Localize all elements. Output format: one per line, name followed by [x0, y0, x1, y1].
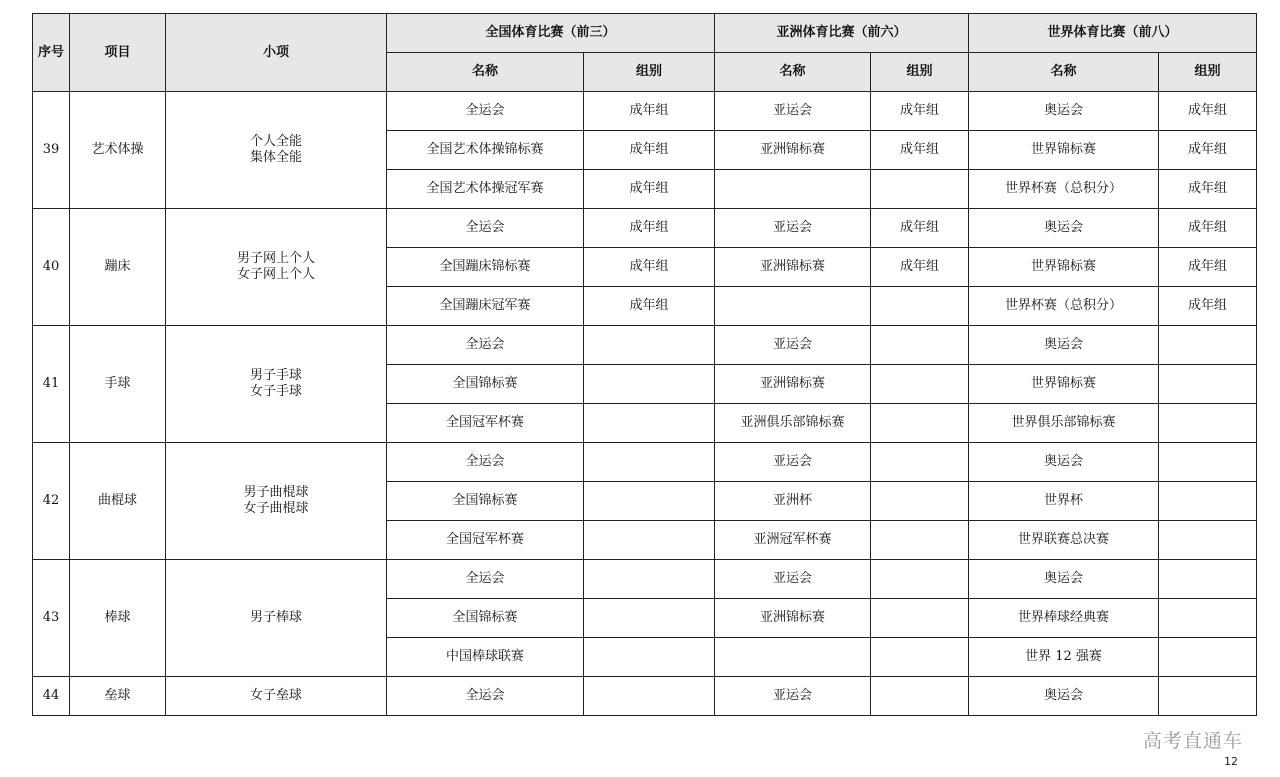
- seq-cell: 41: [33, 326, 70, 443]
- event-line: 女子手球: [249, 384, 302, 399]
- world-name-cell: 世界锦标赛: [969, 131, 1159, 170]
- item-cell: 蹦床: [70, 209, 166, 326]
- world-group-cell: [1159, 638, 1257, 677]
- world-group-cell: [1159, 560, 1257, 599]
- world-name-cell: 世界杯赛（总积分）: [969, 170, 1159, 209]
- seq-cell: 40: [33, 209, 70, 326]
- asian-group-cell: [871, 443, 969, 482]
- world-name-cell: 世界杯: [969, 482, 1159, 521]
- header-asian-group: 组别: [871, 53, 969, 92]
- national-group-cell: [584, 560, 715, 599]
- world-group-cell: [1159, 599, 1257, 638]
- world-group-cell: 成年组: [1159, 92, 1257, 131]
- national-group-cell: 成年组: [584, 92, 715, 131]
- header-asian-competition: 亚洲体育比赛（前六）: [715, 14, 969, 53]
- table-row: [33, 677, 1257, 716]
- event-cell: [166, 92, 387, 209]
- national-group-cell: 成年组: [584, 170, 715, 209]
- national-name-cell: 全国艺术体操锦标赛: [387, 131, 584, 170]
- table-row: [33, 443, 1257, 482]
- world-group-cell: [1159, 482, 1257, 521]
- asian-group-cell: [871, 677, 969, 716]
- event-cell: [166, 560, 387, 677]
- asian-name-cell: 亚洲锦标赛: [715, 131, 871, 170]
- sports-ranking-table: [32, 13, 1257, 716]
- event-line: 女子垒球: [249, 688, 302, 703]
- event-cell: [166, 326, 387, 443]
- event-line: 男子手球: [249, 368, 302, 383]
- header-national-name: 名称: [387, 53, 584, 92]
- event-line: 男子网上个人: [236, 251, 315, 266]
- item-cell: 艺术体操: [70, 92, 166, 209]
- national-name-cell: 全国锦标赛: [387, 365, 584, 404]
- header-event: 小项: [166, 14, 387, 92]
- world-name-cell: 世界俱乐部锦标赛: [969, 404, 1159, 443]
- national-group-cell: [584, 677, 715, 716]
- world-group-cell: 成年组: [1159, 131, 1257, 170]
- asian-group-cell: [871, 521, 969, 560]
- item-cell: 曲棍球: [70, 443, 166, 560]
- asian-name-cell: 亚洲冠军杯赛: [715, 521, 871, 560]
- asian-name-cell: 亚洲杯: [715, 482, 871, 521]
- event-cell: [166, 677, 387, 716]
- world-group-cell: 成年组: [1159, 170, 1257, 209]
- world-name-cell: 奥运会: [969, 560, 1159, 599]
- seq-cell: 39: [33, 92, 70, 209]
- asian-group-cell: [871, 482, 969, 521]
- event-line: 个人全能: [249, 134, 302, 149]
- event-line: 男子棒球: [249, 610, 302, 625]
- world-name-cell: 奥运会: [969, 209, 1159, 248]
- world-group-cell: [1159, 521, 1257, 560]
- header-world-name: 名称: [969, 53, 1159, 92]
- event-line: 男子曲棍球: [243, 485, 309, 500]
- asian-group-cell: [871, 560, 969, 599]
- world-name-cell: 奥运会: [969, 326, 1159, 365]
- item-cell: 垒球: [70, 677, 166, 716]
- world-group-cell: 成年组: [1159, 209, 1257, 248]
- national-group-cell: 成年组: [584, 248, 715, 287]
- world-group-cell: [1159, 677, 1257, 716]
- world-name-cell: 奥运会: [969, 92, 1159, 131]
- national-group-cell: [584, 521, 715, 560]
- asian-group-cell: [871, 287, 969, 326]
- world-name-cell: 奥运会: [969, 677, 1159, 716]
- asian-group-cell: [871, 404, 969, 443]
- national-group-cell: [584, 638, 715, 677]
- national-name-cell: 全运会: [387, 209, 584, 248]
- event-cell: [166, 443, 387, 560]
- header-world-competition: 世界体育比赛（前八）: [969, 14, 1257, 53]
- table-body: [33, 92, 1257, 716]
- asian-group-cell: [871, 599, 969, 638]
- national-group-cell: [584, 599, 715, 638]
- asian-group-cell: [871, 326, 969, 365]
- asian-name-cell: 亚洲俱乐部锦标赛: [715, 404, 871, 443]
- asian-name-cell: 亚运会: [715, 677, 871, 716]
- asian-name-cell: 亚运会: [715, 560, 871, 599]
- national-name-cell: 全国冠军杯赛: [387, 521, 584, 560]
- asian-group-cell: 成年组: [871, 209, 969, 248]
- asian-group-cell: [871, 170, 969, 209]
- watermark: 高考直通车: [1143, 730, 1244, 752]
- national-group-cell: [584, 482, 715, 521]
- asian-name-cell: [715, 638, 871, 677]
- asian-name-cell: [715, 287, 871, 326]
- national-group-cell: [584, 404, 715, 443]
- event-line: 女子曲棍球: [243, 501, 309, 516]
- seq-cell: 43: [33, 560, 70, 677]
- national-name-cell: 全国锦标赛: [387, 482, 584, 521]
- world-group-cell: 成年组: [1159, 287, 1257, 326]
- national-name-cell: 全运会: [387, 560, 584, 599]
- header-asian-name: 名称: [715, 53, 871, 92]
- seq-cell: 42: [33, 443, 70, 560]
- national-name-cell: 全国蹦床冠军赛: [387, 287, 584, 326]
- header-world-group: 组别: [1159, 53, 1257, 92]
- world-group-cell: [1159, 443, 1257, 482]
- asian-name-cell: 亚洲锦标赛: [715, 248, 871, 287]
- asian-name-cell: 亚运会: [715, 92, 871, 131]
- header-national-competition: 全国体育比赛（前三）: [387, 14, 715, 53]
- table-row: [33, 560, 1257, 599]
- event-line: 女子网上个人: [236, 267, 315, 282]
- national-name-cell: 全运会: [387, 443, 584, 482]
- asian-group-cell: 成年组: [871, 92, 969, 131]
- asian-name-cell: 亚洲锦标赛: [715, 599, 871, 638]
- world-name-cell: 世界杯赛（总积分）: [969, 287, 1159, 326]
- national-group-cell: 成年组: [584, 287, 715, 326]
- national-group-cell: [584, 365, 715, 404]
- world-group-cell: [1159, 404, 1257, 443]
- asian-name-cell: 亚运会: [715, 209, 871, 248]
- world-name-cell: 世界 12 强赛: [969, 638, 1159, 677]
- national-group-cell: 成年组: [584, 209, 715, 248]
- world-group-cell: 成年组: [1159, 248, 1257, 287]
- event-cell: [166, 209, 387, 326]
- national-name-cell: 全国蹦床锦标赛: [387, 248, 584, 287]
- national-name-cell: 全运会: [387, 677, 584, 716]
- header-seq: 序号: [33, 14, 70, 92]
- national-name-cell: 全运会: [387, 326, 584, 365]
- world-group-cell: [1159, 326, 1257, 365]
- national-name-cell: 全国冠军杯赛: [387, 404, 584, 443]
- asian-name-cell: 亚洲锦标赛: [715, 365, 871, 404]
- national-name-cell: 全运会: [387, 92, 584, 131]
- national-name-cell: 全国艺术体操冠军赛: [387, 170, 584, 209]
- national-group-cell: [584, 443, 715, 482]
- event-line: 集体全能: [249, 150, 302, 165]
- world-name-cell: 世界锦标赛: [969, 365, 1159, 404]
- national-group-cell: 成年组: [584, 131, 715, 170]
- asian-group-cell: [871, 365, 969, 404]
- table-header: [33, 14, 1257, 92]
- seq-cell: 44: [33, 677, 70, 716]
- asian-name-cell: 亚运会: [715, 326, 871, 365]
- world-name-cell: 世界锦标赛: [969, 248, 1159, 287]
- table-row: [33, 92, 1257, 131]
- item-cell: 手球: [70, 326, 166, 443]
- header-national-group: 组别: [584, 53, 715, 92]
- asian-name-cell: 亚运会: [715, 443, 871, 482]
- table-row: [33, 209, 1257, 248]
- asian-group-cell: 成年组: [871, 248, 969, 287]
- world-name-cell: 奥运会: [969, 443, 1159, 482]
- world-name-cell: 世界棒球经典赛: [969, 599, 1159, 638]
- world-group-cell: [1159, 365, 1257, 404]
- page-number: 12: [1224, 755, 1238, 768]
- header-item: 项目: [70, 14, 166, 92]
- table-row: [33, 326, 1257, 365]
- asian-name-cell: [715, 170, 871, 209]
- world-name-cell: 世界联赛总决赛: [969, 521, 1159, 560]
- asian-group-cell: [871, 638, 969, 677]
- national-group-cell: [584, 326, 715, 365]
- national-name-cell: 全国锦标赛: [387, 599, 584, 638]
- national-name-cell: 中国棒球联赛: [387, 638, 584, 677]
- asian-group-cell: 成年组: [871, 131, 969, 170]
- item-cell: 棒球: [70, 560, 166, 677]
